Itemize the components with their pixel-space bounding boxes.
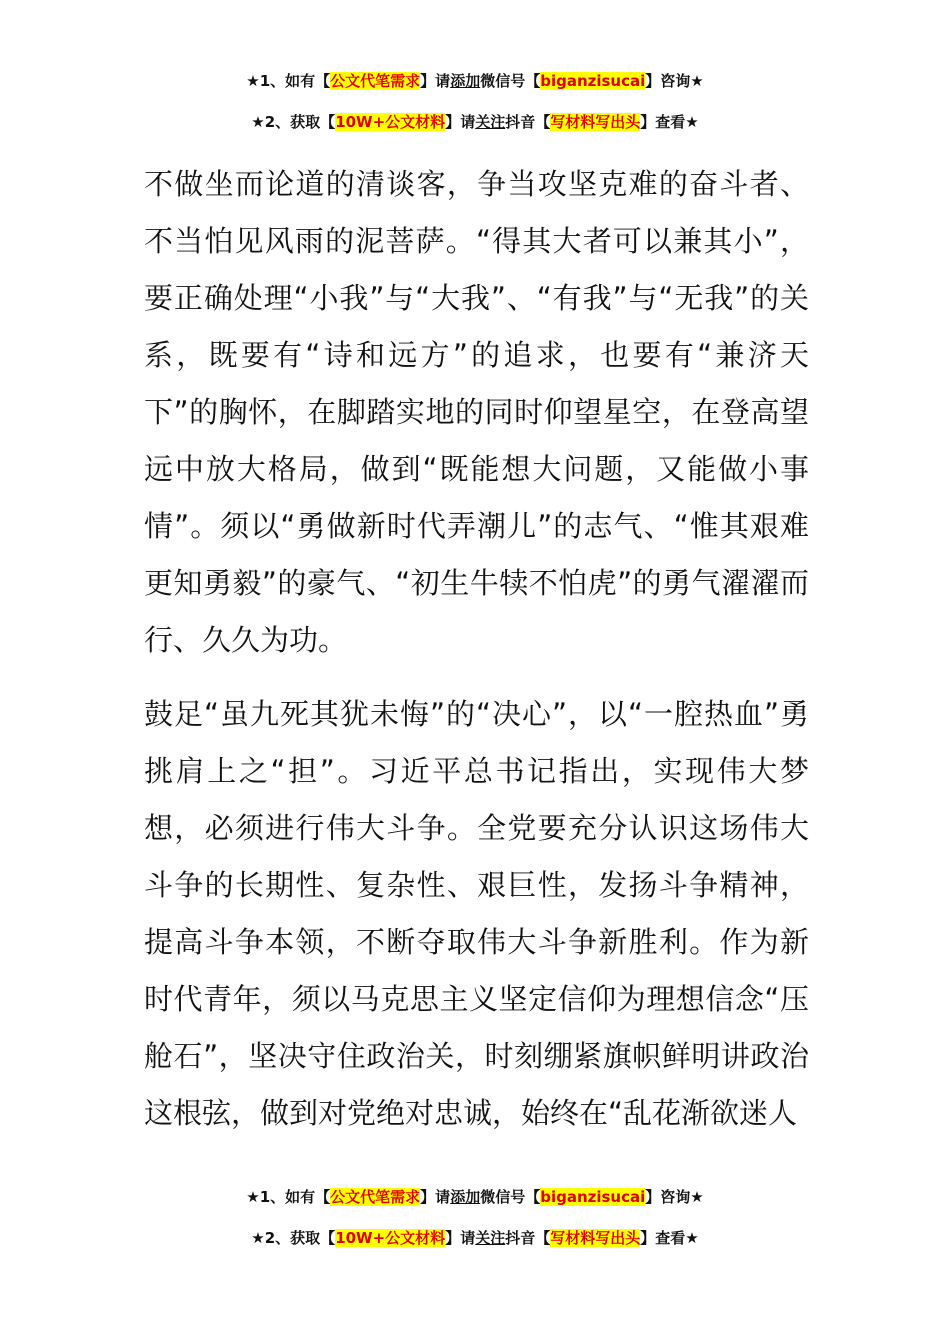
footer-line-2	[0, 1228, 950, 1248]
footer-line-2-end: 】查看★	[640, 1229, 699, 1247]
document-body	[144, 156, 809, 1142]
footer-highlight-materials: 10W+公文材料	[335, 1229, 446, 1247]
footer-follow-word: 关注	[475, 1229, 506, 1247]
footer-wechat-id: biganzisucai	[540, 1188, 646, 1206]
banner-line-1-mid: 】请	[420, 72, 451, 90]
footer-wechat-label: 微信号【	[480, 1188, 541, 1206]
footer-douyin-label: 抖音【	[505, 1229, 551, 1247]
banner-line-2-end: 】查看★	[640, 113, 699, 131]
banner-highlight-materials: 10W+公文材料	[335, 113, 446, 131]
banner-follow-word: 关注	[475, 113, 506, 131]
footer-line-1-prefix: ★1、如有【	[246, 1188, 331, 1206]
banner-wechat-id: biganzisucai	[540, 72, 646, 90]
footer-douyin-id: 写材料写出头	[550, 1229, 641, 1247]
footer-highlight-need: 公文代笔需求	[330, 1188, 421, 1206]
banner-wechat-label: 微信号【	[480, 72, 541, 90]
banner-line-1-end: 】咨询★	[645, 72, 704, 90]
banner-douyin-id: 写材料写出头	[550, 113, 641, 131]
banner-add-word: 添加	[450, 72, 481, 90]
banner-douyin-label: 抖音【	[505, 113, 551, 131]
footer-line-2-prefix: ★2、获取【	[251, 1229, 336, 1247]
footer-line-1	[0, 1187, 950, 1207]
footer-banner	[0, 1187, 950, 1248]
footer-line-1-end: 】咨询★	[645, 1188, 704, 1206]
paragraph-2: 鼓足“虽九死其犹未悔”的“决心”，以“一腔热血”勇挑肩上之“担”。习近平总书记指出，实现伟大梦想，必须进行伟大斗争。全党要充分认识这场伟大斗争的长期性、复杂性、艰巨性，发扬斗争精神，提高斗争本领，不断夺取伟大斗争新胜利。作为新时代青年，须以马克思主义坚定信仰为理想信念“压舱石”，坚决守住政治关，时刻绷紧旗帜鲜明讲政治这根弦，做到对党绝对忠诚，始终在“乱花渐欲迷人	[144, 697, 809, 1130]
header-banner	[0, 71, 950, 132]
banner-highlight-need: 公文代笔需求	[330, 72, 421, 90]
banner-line-2-mid: 】请	[445, 113, 476, 131]
footer-line-2-mid: 】请	[445, 1229, 476, 1247]
footer-add-word: 添加	[450, 1188, 481, 1206]
banner-line-1	[0, 71, 950, 91]
footer-line-1-mid: 】请	[420, 1188, 451, 1206]
paragraph-1: 不做坐而论道的清谈客，争当攻坚克难的奋斗者、不当怕见风雨的泥菩萨。“得其大者可以兼其小”，要正确处理“小我”与“大我”、“有我”与“无我”的关系，既要有“诗和远方”的追求，也要有“兼济天下”的胸怀，在脚踏实地的同时仰望星空，在登高望远中放大格局，做到“既能想大问题，又能做小事情”。须以“勇做新时代弄潮儿”的志气、“惟其艰难更知勇毅”的豪气、“初生牛犊不怕虎”的勇气濯濯而行、久久为功。	[144, 167, 809, 657]
banner-line-2-prefix: ★2、获取【	[251, 113, 336, 131]
banner-line-1-prefix: ★1、如有【	[246, 72, 331, 90]
banner-line-2	[0, 112, 950, 132]
